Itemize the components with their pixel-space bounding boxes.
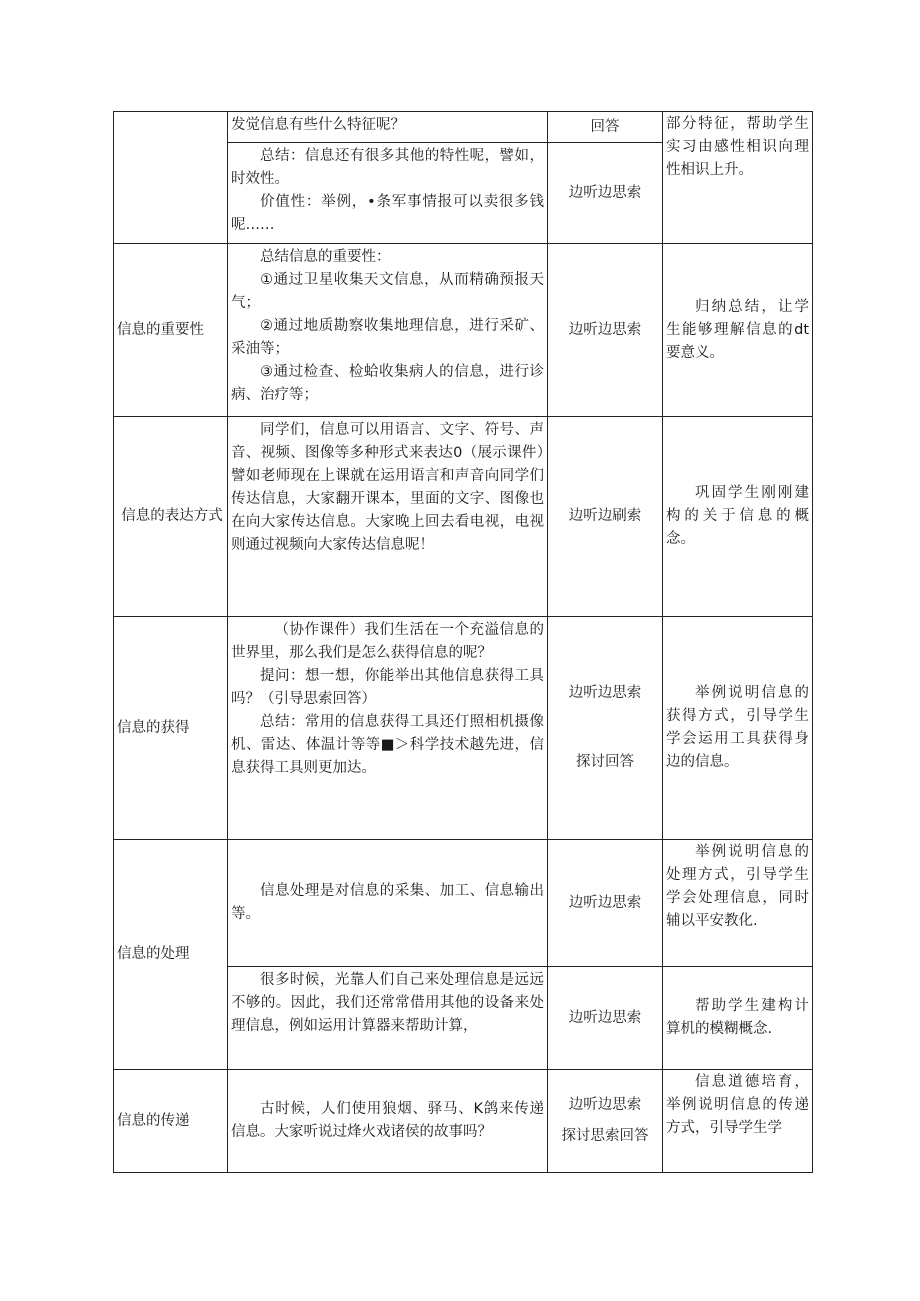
table-row	[114, 840, 813, 967]
activity-cell	[548, 617, 663, 840]
topic-text: 信息的表达方式	[121, 508, 223, 524]
intent-text: 归纳总结，让学生能够理解信息的dt要意义。	[666, 298, 809, 361]
intent-text: 举例说明信息的处理方式，引导学生学会处理信息，同时辅以平安教化.	[666, 844, 809, 929]
intent-text: 帮助学生建构计算机的模糊概念.	[666, 998, 809, 1037]
content-text: ②通过地质勘察收集地理信息，进行采矿、采油等；	[231, 318, 544, 357]
intent-cell	[663, 1070, 813, 1173]
content-text: 总结：常用的信息获得工具还仃照相机摄像机、雷达、体温计等等■＞科学技术越先进，信息获得工具则更加达。	[231, 714, 544, 776]
content-text: 总结：信息还有很多其他的特性呢，譬如，时效性。	[231, 148, 544, 187]
topic-cell	[114, 617, 228, 840]
topic-cell	[114, 1070, 228, 1173]
table-row	[114, 1070, 813, 1173]
content-cell	[228, 617, 548, 840]
activity-cell	[548, 143, 663, 244]
content-text: 很多时候，光靠人们自己来处理信息是远远不够的。因此，我们还常常借用其他的设备来处理信息，例如运用计算器来帮助计算，	[231, 972, 544, 1034]
content-text: 发觉信息有些什么特征呢？	[231, 117, 405, 133]
activity-text: 边听边思索	[568, 1097, 642, 1113]
topic-text: 信息的传递	[117, 1112, 190, 1129]
intent-text: 巩固学生刚刚建构的关于信息的概念。	[666, 485, 809, 547]
intent-cell	[663, 112, 813, 244]
content-text: ③通过检查、检蛤收集病人的信息，进行诊病、治疗等；	[231, 364, 544, 403]
activity-cell	[548, 840, 663, 967]
activity-text: 探讨思索回答	[561, 1128, 649, 1144]
activity-text: 边听边思索	[568, 685, 642, 701]
activity-text: 边听边思索	[568, 184, 642, 201]
content-cell	[228, 143, 548, 244]
intent-cell	[663, 967, 813, 1070]
table-row	[114, 417, 813, 617]
content-text: （协作课件）我们生活在一个充溢信息的世界里，那么我们是怎么获得信息的呢？	[231, 622, 544, 661]
table-row	[114, 112, 813, 143]
intent-text: 举例说明信息的获得方式，引导学生学会运用工具获得身边的信息。	[666, 685, 809, 770]
activity-text: 边听边思索	[568, 321, 642, 338]
content-text: 古时候，人们使用狼烟、驿马、K鸽来传递信息。大家听说过烽火戏诸侯的故事吗？	[231, 1101, 544, 1140]
content-cell	[228, 417, 548, 617]
table-row	[114, 244, 813, 417]
content-cell	[228, 244, 548, 417]
activity-cell	[548, 417, 663, 617]
content-text: 价值性：举例，•条军事情报可以卖很多钱呢……	[231, 194, 544, 233]
content-text: 信息处理是对信息的采集、加工、信息输出等。	[231, 883, 544, 922]
table-row	[114, 617, 813, 840]
intent-text: 信息道德培育，举例说明信息的传递方式，引导学生学	[666, 1074, 809, 1136]
content-text: 提问：想一想，你能举出其他信息获得工具吗？（引导思索回答）	[231, 668, 544, 707]
topic-cell	[114, 244, 228, 417]
activity-cell	[548, 244, 663, 417]
content-text: 同学们，信息可以用语言、文字、符号、声音、视频、图像等多种形式来表达0（展示课件）譬如老师现在上课就在运用语言和声音向同学们传达信息，大家翻开课本，里面的文字、图像也在向大家传达信息。大家晚上回去看电视，电视则通过视频向大家传达信息呢！	[231, 422, 544, 553]
content-cell	[228, 112, 548, 143]
content-text: ①通过卫星收集天文信息，从而精确预报天气；	[231, 272, 544, 311]
activity-text: 边听边思索	[568, 894, 642, 911]
content-cell	[228, 1070, 548, 1173]
topic-cell	[114, 840, 228, 1070]
topic-text: 信息的处理	[117, 946, 190, 962]
topic-text: 信息的重要性	[117, 321, 204, 338]
topic-cell-empty	[114, 112, 228, 244]
activity-text: 边听边刷索	[568, 508, 642, 524]
topic-text: 信息的获得	[117, 719, 190, 736]
activity-cell	[548, 967, 663, 1070]
lesson-plan-table	[113, 111, 813, 1173]
intent-cell	[663, 417, 813, 617]
content-text: 总结信息的重要性：	[260, 249, 391, 265]
activity-cell	[548, 1070, 663, 1173]
content-cell	[228, 967, 548, 1070]
activity-cell	[548, 112, 663, 143]
intent-cell	[663, 617, 813, 840]
intent-text: 部分特征，帮助学生实习由感性相识向理性相识上升。	[666, 116, 809, 178]
intent-cell	[663, 244, 813, 417]
activity-text: 边听边思索	[568, 1009, 642, 1026]
content-cell	[228, 840, 548, 967]
topic-cell	[114, 417, 228, 617]
activity-text: 探讨回答	[576, 754, 634, 770]
intent-cell	[663, 840, 813, 967]
activity-text: 回答	[590, 118, 620, 135]
